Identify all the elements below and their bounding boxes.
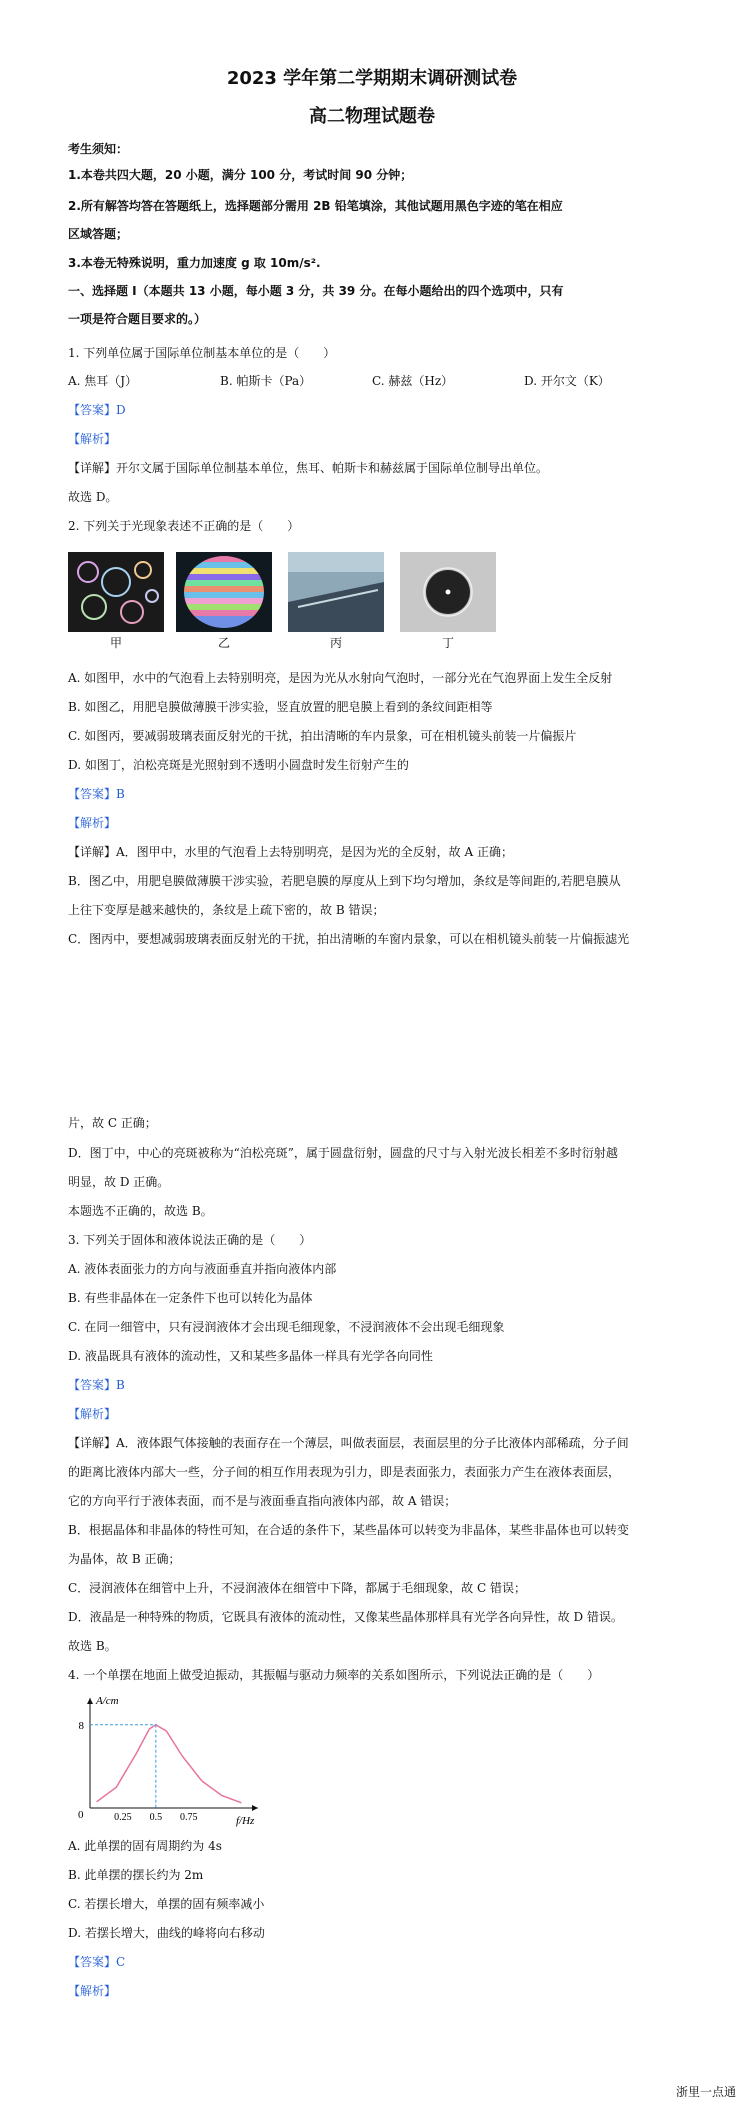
exam-title: 2023 学年第二学期期末调研测试卷 bbox=[226, 68, 518, 89]
question-stem: 3. 下列关于固体和液体说法正确的是（ ） bbox=[68, 1233, 312, 1247]
detail: 明显，故 D 正确。 bbox=[68, 1175, 170, 1189]
figure-label: 丁 bbox=[441, 636, 454, 650]
option-d: D. 如图丁，泊松亮斑是光照射到不透明小圆盘时发生衍射产生的 bbox=[68, 758, 409, 772]
option-b: B. 帕斯卡（Pa） bbox=[220, 374, 312, 388]
notice-item: 区域答题； bbox=[68, 227, 129, 241]
detail: D．液晶是一种特殊的物质，它既具有液体的流动性，又像某些晶体那样具有光学各向异性，故 D 错误。 bbox=[68, 1610, 623, 1624]
detail: 【详解】A．图甲中，水里的气泡看上去特别明亮，是因为光的全反射，故 A 正确； bbox=[68, 845, 513, 859]
detail: 的距离比液体内部大一些，分子间的相互作用表现为引力，即是表面张力，表面张力产生在液体表面层， bbox=[68, 1465, 621, 1479]
x-tick-label: 0.25 bbox=[114, 1812, 132, 1823]
detail: B．根据晶体和非晶体的特性可知，在合适的条件下，某些晶体可以转变为非晶体，某些非晶体也可以转变 bbox=[68, 1523, 629, 1537]
option-b: B. 此单摆的摆长约为 2m bbox=[68, 1868, 204, 1882]
answer: 【答案】B bbox=[68, 1378, 125, 1392]
figure-label: 乙 bbox=[217, 636, 230, 650]
question-stem: 4. 一个单摆在地面上做受迫振动，其振幅与驱动力频率的关系如图所示，下列说法正确的是（ ） bbox=[68, 1668, 600, 1682]
detail: D．图丁中，中心的亮斑被称为“泊松亮斑”，属于圆盘衍射，圆盘的尺寸与入射光波长相差不多时衍射越 bbox=[68, 1146, 618, 1160]
figure-label: 甲 bbox=[109, 636, 122, 650]
question-stem: 2. 下列关于光现象表述不正确的是（ ） bbox=[68, 519, 300, 533]
analysis: 【解析】 bbox=[68, 1984, 117, 1998]
detail: C．图丙中，要想减弱玻璃表面反射光的干扰，拍出清晰的车窗内景象，可以在相机镜头前装一片偏振滤光 bbox=[68, 932, 630, 946]
option-a: A. 如图甲，水中的气泡看上去特别明亮，是因为光从水射向气泡时，一部分光在气泡界面上发生全反射 bbox=[68, 671, 613, 685]
conclusion: 故选 D。 bbox=[68, 490, 118, 504]
answer: 【答案】C bbox=[68, 1955, 126, 1969]
option-a: A. 焦耳（J） bbox=[68, 374, 138, 388]
origin-label: 0 bbox=[78, 1809, 84, 1821]
section-heading: 一项是符合题目要求的。） bbox=[68, 312, 207, 326]
option-b: B. 如图乙，用肥皂膜做薄膜干涉实验，竖直放置的肥皂膜上看到的条纹间距相等 bbox=[68, 700, 493, 714]
figure-poisson-spot bbox=[400, 552, 496, 632]
conclusion: 故选 B。 bbox=[68, 1639, 117, 1653]
detail: 【详解】A．液体跟气体接触的表面存在一个薄层，叫做表面层，表面层里的分子比液体内部稀疏，分子间 bbox=[68, 1436, 629, 1450]
option-c: C. 在同一细管中，只有浸润液体才会出现毛细现象，不浸润液体不会出现毛细现象 bbox=[68, 1320, 505, 1334]
y-tick-label: 8 bbox=[78, 1719, 84, 1732]
section-heading: 一、选择题 I（本题共 13 小题，每小题 3 分，共 39 分。在每小题给出的四个选项中，只有 bbox=[68, 284, 564, 298]
option-c: C. 若摆长增大，单摆的固有频率减小 bbox=[68, 1897, 265, 1911]
detail: 为晶体，故 B 正确； bbox=[68, 1552, 181, 1566]
resonance-chart bbox=[68, 1690, 268, 1830]
option-a: A. 此单摆的固有周期约为 4s bbox=[68, 1839, 222, 1853]
option-c: C. 赫兹（Hz） bbox=[372, 374, 454, 388]
detail: C．浸润液体在细管中上升，不浸润液体在细管中下降，都属于毛细现象，故 C 错误； bbox=[68, 1581, 526, 1595]
notice-heading: 考生须知： bbox=[68, 142, 129, 156]
option-d: D. 开尔文（K） bbox=[524, 374, 610, 388]
notice-item: 3.本卷无特殊说明，重力加速度 g 取 10m/s². bbox=[68, 256, 321, 270]
exam-subtitle: 高二物理试题卷 bbox=[309, 106, 435, 127]
x-axis-label: f/Hz bbox=[236, 1815, 255, 1827]
x-axis-arrow bbox=[252, 1805, 258, 1811]
option-c: C. 如图丙，要减弱玻璃表面反射光的干扰，拍出清晰的车内景象，可在相机镜头前装一片偏振片 bbox=[68, 729, 577, 743]
option-a: A. 液体表面张力的方向与液面垂直并指向液体内部 bbox=[68, 1262, 337, 1276]
y-axis-label: A/cm bbox=[96, 1695, 119, 1707]
question-stem: 1. 下列单位属于国际单位制基本单位的是（ ） bbox=[68, 346, 336, 360]
resonance-chart-svg bbox=[68, 1690, 268, 1830]
detail: 上往下变厚是越来越快的，条纹是上疏下密的，故 B 错误； bbox=[68, 903, 385, 917]
x-tick-label: 0.75 bbox=[180, 1812, 198, 1823]
option-d: D. 若摆长增大，曲线的峰将向右移动 bbox=[68, 1926, 265, 1940]
analysis: 【解析】 bbox=[68, 1407, 117, 1421]
detail: 它的方向平行于液体表面，而不是与液面垂直指向液体内部，故 A 错误； bbox=[68, 1494, 457, 1508]
q2-figures bbox=[68, 552, 538, 652]
detail: 片，故 C 正确； bbox=[68, 1116, 157, 1130]
notice-item: 2.所有解答均答在答题纸上，选择题部分需用 2B 铅笔填涂，其他试题用黑色字迹的笔在相应 bbox=[68, 199, 563, 213]
conclusion: 本题选不正确的，故选 B。 bbox=[68, 1204, 213, 1218]
detail: B．图乙中，用肥皂膜做薄膜干涉实验，若肥皂膜的厚度从上到下均匀增加，条纹是等间距的,若肥皂膜从 bbox=[68, 874, 621, 888]
resonance-curve bbox=[97, 1725, 242, 1803]
answer: 【答案】B bbox=[68, 787, 125, 801]
detail: 【详解】开尔文属于国际单位制基本单位，焦耳、帕斯卡和赫兹属于国际单位制导出单位。 bbox=[68, 461, 549, 475]
option-b: B. 有些非晶体在一定条件下也可以转化为晶体 bbox=[68, 1291, 313, 1305]
figure-car-window bbox=[288, 552, 384, 632]
answer: 【答案】D bbox=[68, 403, 126, 417]
notice-item: 1.本卷共四大题，20 小题，满分 100 分，考试时间 90 分钟； bbox=[68, 168, 413, 182]
footer-brand: 浙里一点通 bbox=[675, 2085, 736, 2099]
figure-soap-film bbox=[176, 552, 272, 632]
y-axis-arrow bbox=[87, 1698, 93, 1704]
figure-bubbles bbox=[68, 552, 164, 632]
figure-label: 丙 bbox=[329, 636, 342, 650]
option-d: D. 液晶既具有液体的流动性，又和某些多晶体一样具有光学各向同性 bbox=[68, 1349, 433, 1363]
analysis: 【解析】 bbox=[68, 816, 117, 830]
x-tick-label: 0.5 bbox=[149, 1812, 163, 1823]
analysis: 【解析】 bbox=[68, 432, 117, 446]
